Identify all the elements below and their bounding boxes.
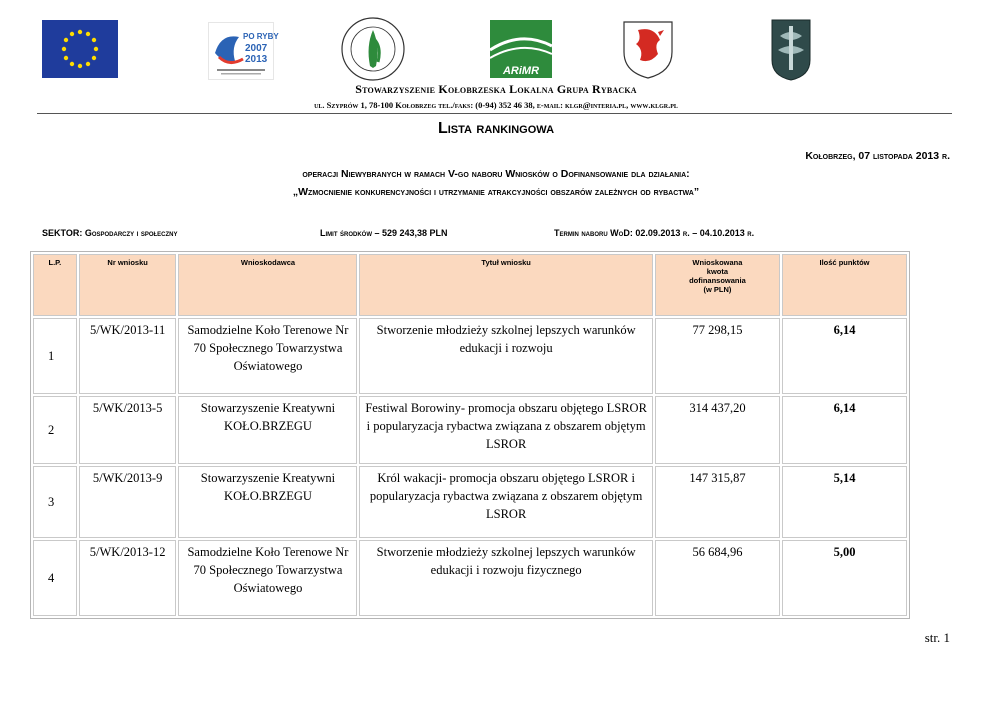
- header-application-title: Tytuł wniosku: [359, 254, 652, 316]
- row-lp: 3: [33, 466, 77, 538]
- row-application-title: Król wakacji- promocja obszaru objętego LSROR i popularyzacja rybactwa związana z obszarem objętym LSROR: [359, 466, 652, 538]
- klgr-emblem-logo: [768, 16, 814, 82]
- row-requested-amount: 314 437,20: [655, 396, 780, 464]
- page-number: str. 1: [924, 630, 950, 645]
- row-application-title: Stworzenie młodzieży szkolnej lepszych warunków edukacji i rozwoju fizycznego: [359, 540, 652, 616]
- header-points: Ilość punktów: [782, 254, 907, 316]
- table-row: [33, 396, 907, 464]
- row-requested-amount: 147 315,87: [655, 466, 780, 538]
- logo-bar: [0, 16, 992, 82]
- table-row: [33, 540, 907, 616]
- po-ryby-label: PO RYBY: [243, 32, 279, 41]
- row-points: 6,14: [782, 318, 907, 394]
- arimr-logo: [490, 20, 552, 78]
- row-application-number: 5/WK/2013-12: [79, 540, 177, 616]
- row-applicant: Stowarzyszenie Kreatywni KOŁO.BRZEGU: [178, 396, 357, 464]
- row-points: 5,00: [782, 540, 907, 616]
- row-applicant: Samodzielne Koło Terenowe Nr 70 Społecznego Towarzystwa Oświatowego: [178, 318, 357, 394]
- organization-address: ul. Szyprów 1, 78-100 Kołobrzeg tel./faks: (0-94) 352 46 38, e-mail: klgr@interia.pl, www.klgr.pl: [314, 100, 678, 110]
- row-requested-amount: 56 684,96: [655, 540, 780, 616]
- funding-limit: Limit środków – 529 243,38 PLN: [320, 228, 448, 238]
- eu-flag-logo: [42, 20, 118, 78]
- row-application-number: 5/WK/2013-5: [79, 396, 177, 464]
- document-date: Kołobrzeg, 07 listopada 2013 r.: [805, 150, 950, 162]
- row-lp: 1: [33, 318, 77, 394]
- row-points: 5,14: [782, 466, 907, 538]
- header-requested-amount: [655, 254, 780, 316]
- ministry-seal-logo: [340, 16, 406, 82]
- po-ryby-year-start: 2007: [245, 43, 268, 54]
- arimr-label: ARiMR: [502, 65, 540, 77]
- operation-line-2: „Wzmocnienie konkurencyjności i utrzymanie atrakcyjności obszarów zależnych od rybactwa”: [292, 186, 700, 198]
- row-applicant: Samodzielne Koło Terenowe Nr 70 Społecznego Towarzystwa Oświatowego: [178, 540, 357, 616]
- header-lp: L.P.: [33, 254, 77, 316]
- row-application-number: 5/WK/2013-9: [79, 466, 177, 538]
- row-lp: 2: [33, 396, 77, 464]
- header-requested-amount-line-3: dofinansowania: [689, 276, 746, 285]
- header-requested-amount-line-2: kwota: [706, 267, 729, 276]
- row-requested-amount: 77 298,15: [655, 318, 780, 394]
- application-period: Termin naboru WoD: 02.09.2013 r. – 04.10.2013 r.: [554, 228, 755, 238]
- row-lp: 4: [33, 540, 77, 616]
- header-divider: [37, 113, 952, 114]
- header-requested-amount-line-1: Wnioskowana: [692, 258, 743, 267]
- header-applicant: Wnioskodawca: [178, 254, 357, 316]
- row-application-title: Stworzenie młodzieży szkolnej lepszych warunków edukacji i rozwoju: [359, 318, 652, 394]
- po-ryby-logo: [208, 22, 279, 80]
- header-application-number: Nr wniosku: [79, 254, 177, 316]
- row-points: 6,14: [782, 396, 907, 464]
- organization-name: Stowarzyszenie Kołobrzeska Lokalna Grupa Rybacka: [355, 82, 637, 96]
- sector-label: SEKTOR: Gospodarczy i społeczny: [42, 228, 178, 238]
- row-applicant: Stowarzyszenie Kreatywni KOŁO.BRZEGU: [178, 466, 357, 538]
- document-title: Lista rankingowa: [437, 120, 555, 137]
- row-application-number: 5/WK/2013-11: [79, 318, 177, 394]
- griffin-coat-of-arms-logo: [620, 18, 676, 80]
- po-ryby-year-end: 2013: [245, 54, 268, 65]
- table-row: [33, 318, 907, 394]
- ranking-table: [30, 251, 910, 619]
- table-row: [33, 466, 907, 538]
- table-header-row: [33, 254, 907, 316]
- header-requested-amount-line-4: (w PLN): [703, 285, 732, 294]
- row-application-title: Festiwal Borowiny- promocja obszaru objętego LSROR i popularyzacja rybactwa związana z obszarem objętym LSROR: [359, 396, 652, 464]
- operation-line-1: operacji Niewybranych w ramach V-go naboru Wniosków o Dofinansowanie dla działania:: [302, 168, 690, 180]
